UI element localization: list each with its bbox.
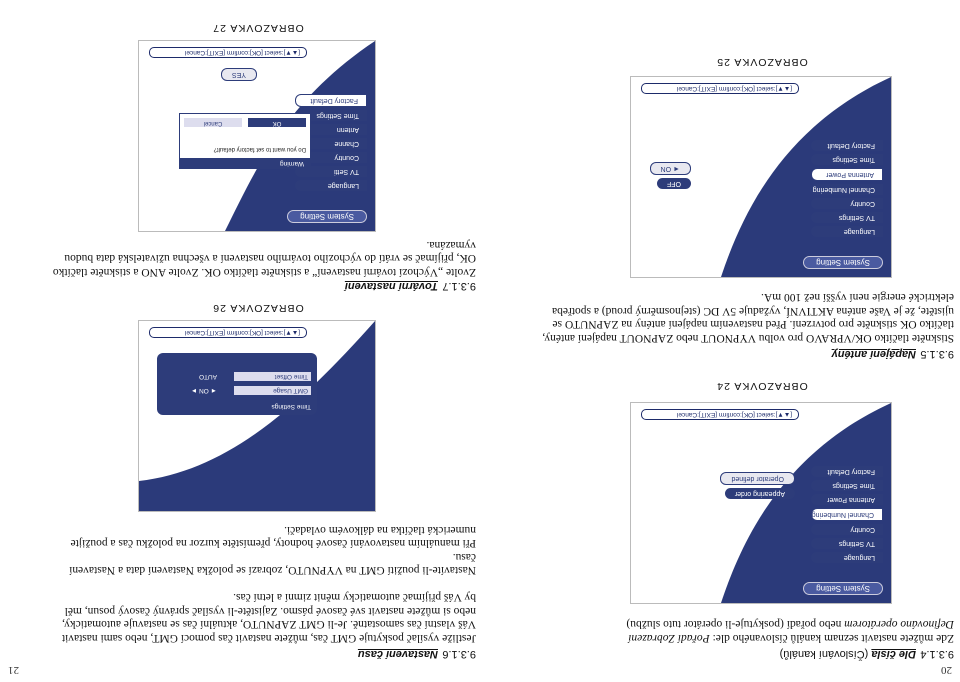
menu-item[interactable]: Factory Default [811,466,883,477]
menu-item[interactable]: Country [295,152,367,163]
value-time-offset[interactable]: AUTO [199,373,217,380]
screen-title: System Setting [287,210,367,223]
menu-item[interactable]: Channel Numbering [811,508,883,521]
menu-item[interactable]: TV Settings [811,538,883,549]
section-heading: 9.3.1.7Tovární nastavení [344,280,476,292]
warning-dialog [179,113,311,169]
figure-caption: OBRAZOVKA 27 [212,22,304,34]
menu-item[interactable]: Time Settings [811,480,883,491]
section-heading: 9.3.1.4Dle čísla (Číslování kanálů) [779,648,954,660]
menu-item[interactable]: Language [811,226,883,237]
menu-item[interactable]: Time Settings [295,110,367,121]
option-appearing-order[interactable]: Appearing order [725,488,795,499]
menu-item[interactable]: Language [811,552,883,563]
screen-26 [138,320,376,512]
menu-item[interactable]: Language [295,180,367,191]
label-gmt-usage: GMT Usage [234,386,311,395]
option-on[interactable]: ◄ ON [650,162,691,175]
option-operator-defined[interactable]: Operator defined [720,472,795,485]
time-settings-panel [157,353,317,415]
page-number: 21 [8,664,19,676]
option-yes[interactable]: YES [221,68,257,81]
menu-item[interactable]: Antenna Power [811,168,883,181]
paragraph: Jestliže vysílač poskytuje GMT čas, můžete nastavit čas pomocí GMT, nebo sami nastavit Váš vlastní čas samostatně. Je-li GMT ZAPNUTO, aktuální čas se nastavuje automaticky, nebo si můžete nastavit své časové pásmo. Zajistěte-li vysílač správný časový posun, měl by Váš přijímač automaticky měnit zimní a letní čas. Nastavíte-li použití GMT na VYPNUTO, zobrazí se položka Nastavení data a Nastavení času. Při manuálním nastavování časové hodnoty, přemístěte kurzor na položku čas a použijte numerická tlačítka na dálkovém ovladači. [61,524,476,644]
section-heading: 9.3.1.5Napájení antény [831,348,954,360]
menu-item[interactable]: Channel Numbering [811,184,883,195]
cancel-button[interactable]: Cancel [184,118,242,127]
wave-decoration [139,321,375,511]
screen-title: System Setting [803,582,883,595]
section-heading: 9.3.1.6Nastavení času [357,648,476,660]
menu [811,463,883,563]
panel-title: Time Settings [271,403,311,410]
figure-caption: OBRAZOVKA 25 [716,56,808,68]
menu-item[interactable]: Factory Default [295,94,367,107]
key-hint-bar: [▲▼]:select [OK]:confirm [EXIT]:Cancel [641,83,799,94]
menu-item[interactable]: Country [811,524,883,535]
paragraph: Stiskněte tlačítko OK/VPRAVO pro volbu VYPNOUT nebo ZAPNOUT napájení antény, tlačítko OK stiskněte pro potvrzení. Před nastavením napájení antény na ZAPNUTO se ujistěte, že je Vaše anténa AKTIVNÍ, vyžaduje 5V DC (stejnosměrný proud) a spotřeba elektrické energie není vyšší než 100 mA. [542,291,954,344]
menu-item[interactable]: Factory Default [811,140,883,151]
label-time-offset: Time Offset [234,372,311,381]
menu-item[interactable]: Country [811,198,883,209]
paragraph: Zde můžete nastavit seznam kanálů číslovaného dle: Pořadí Zobrazení Definováno operátorem nebo pořadí (poskytuje-li operátor tuto službu) [626,618,954,644]
figure-caption: OBRAZOVKA 24 [716,380,808,392]
menu-item[interactable]: Antenn [295,124,367,135]
option-off[interactable]: OFF [657,178,691,189]
screen-27 [138,40,376,232]
menu-item[interactable]: Time Settings [811,154,883,165]
dialog-title: Warning [180,158,310,168]
menu [811,137,883,237]
page-left [480,0,960,682]
page-number: 20 [941,664,952,676]
menu-item[interactable]: TV Settings [811,212,883,223]
menu-item[interactable]: TV Setti [295,166,367,177]
figure-caption: OBRAZOVKA 26 [212,302,304,314]
screen-title: System Setting [803,256,883,269]
screen-25 [630,76,892,278]
ok-button[interactable]: OK [248,118,306,127]
key-hint-bar: [▲▼]:select [OK]:confirm [EXIT]:Cancel [149,47,307,58]
value-gmt-usage[interactable]: ◄ ON ► [190,387,217,394]
key-hint-bar: [▲▼]:select [OK]:confirm [EXIT]:Cancel [149,327,307,338]
paragraph: Zvolte „Výchozí tovární nastavení“ a stiskněte tlačítko OK. Zvolte ANO a stiskněte tlačítko OK, přijímač se vrátí do výchozího továrního nastavení a všechna uživatelská data budou vymazána. [52,239,476,278]
screen-24 [630,402,892,604]
menu-item[interactable]: Channe [295,138,367,149]
key-hint-bar: [▲▼]:select [OK]:confirm [EXIT]:Cancel [641,409,799,420]
menu-item[interactable]: Antenna Power [811,494,883,505]
dialog-message: Do you want to set factory default? [213,146,306,152]
